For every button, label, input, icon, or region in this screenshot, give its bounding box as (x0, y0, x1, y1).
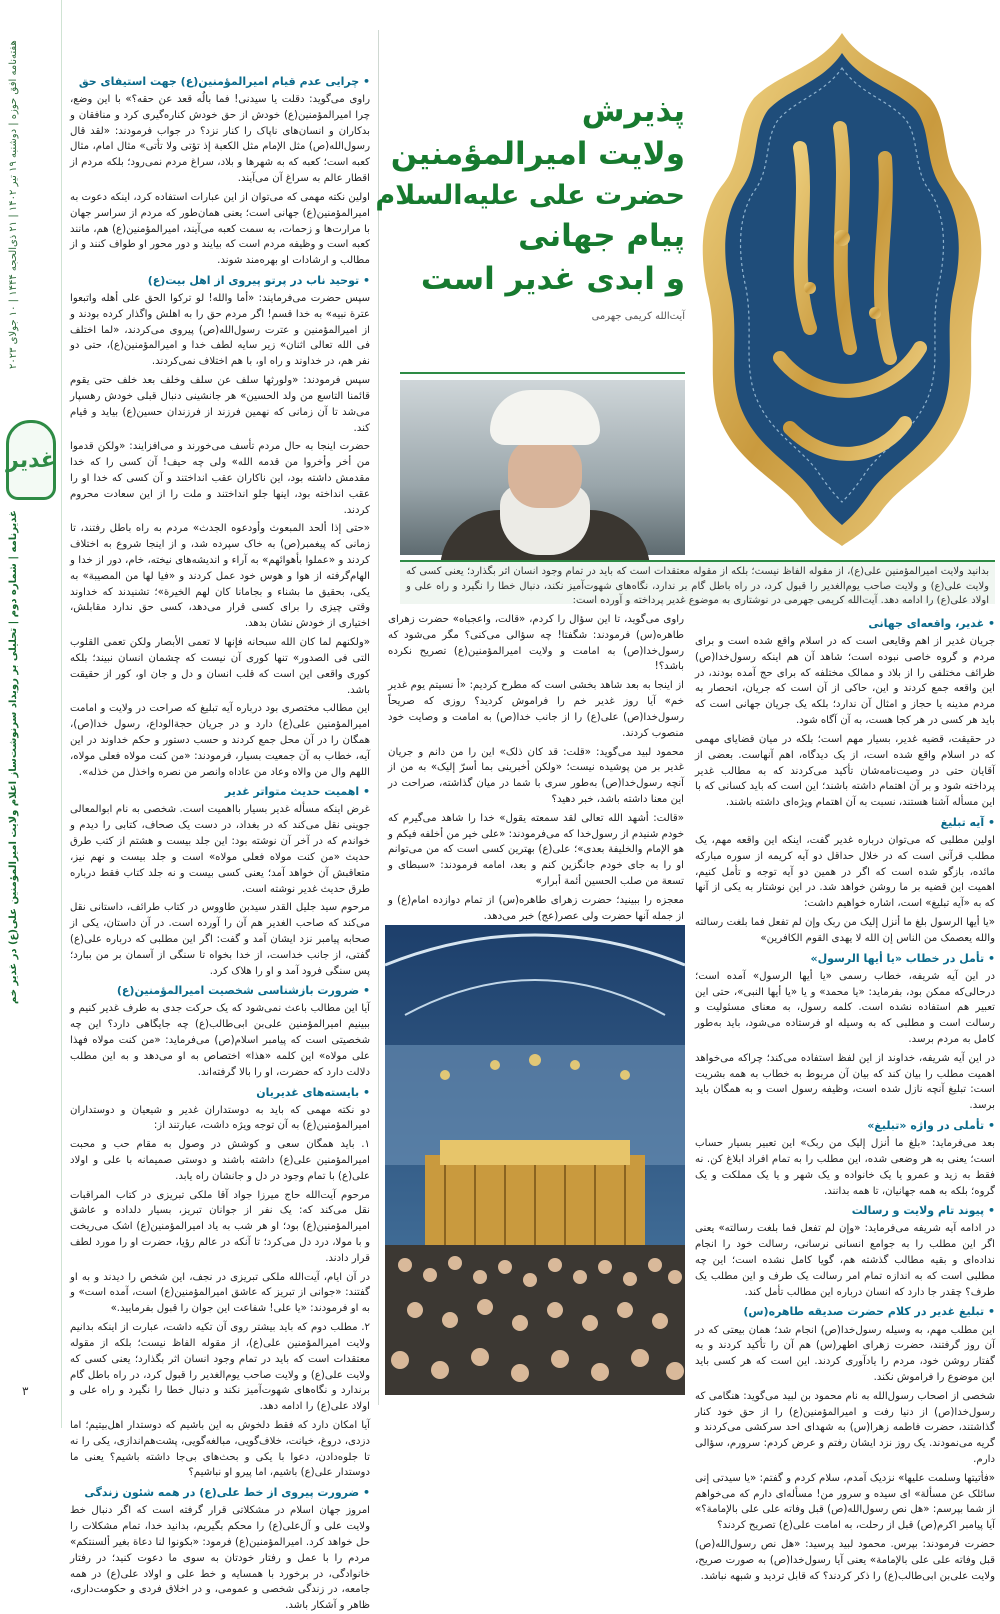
headline-line-3: حضرت علی علیه‌السلام (375, 179, 685, 211)
headline-line-2: ولایت امیرالمؤمنین (390, 136, 685, 173)
paragraph: غرض اینکه مسأله غدیر بسیار بااهمیت است. شخصی به نام ابوالمعالی جوینی نقل می‌کند که در بغداد، در دست یک صحاف، کتابی را دیدم و خواندم که در آخر آن نوشته بود: این جلد بیست و هشتم از کتب طرق حدیث «من کنت مولاه فعلی مولاه» است و جلد بیست و نهم نیز، متعاقبش آن خواهد آمد؛ یعنی کسی بیست و نه جلد کتاب فقط درباره طرق حدیث غدیر نوشته است. (70, 804, 370, 895)
paragraph: امروز جهان اسلام در مشکلاتی قرار گرفته است که اگر دنبال خط ولایت علی و آل‌علی(ع) را محکم بگیریم، بدانید خدا، تمام مشکلات را حل خواهد کرد. امیرالمؤمنین(ع) فرمود: «بکونوا لنا دعاة بغیر ألسنتکم» مردم را با عمل و رفتار خودتان به سوی ما دعوت کنید؛ در رفتار خانوادگی، در برخورد با همسایه و خط علی و اولاد علی(ع) در همه جامعه، در زندگی شخصی و عمومی، و در اخلاق فردی و حکومت‌داری، ظاهر و آشکار باشد. (70, 1505, 370, 1612)
subheading: • تأملی در واژه «تبلیغ» (695, 1117, 995, 1134)
side-strip (0, 0, 62, 1428)
paragraph: دو نکته مهمی که باید به دوستداران غدیر و شیعیان و دوستداران امیرالمؤمنین(ع) به آن توجه ویژه داشت، عبارتند از: (70, 1104, 370, 1132)
paragraph: اولین نکته مهمی که می‌توان از این عبارات استفاده کرد، اینکه دعوت به امیرالمؤمنین(ع) جهانی است؛ یعنی همان‌طور که مردم از سراسر جهان با مرارت‌ها و زحمات، به سمت کعبه می‌آیند، امیرالمؤمنین(ع) هم، مانند کعبه است و وظیفه مردم است که بیایند و دور محور او طواف کنند و از مطالب و ارشادات او بهره‌مند شوند. (70, 191, 370, 267)
paragraph: «قالت: أشهد الله تعالی لقد سمعته یقول» خدا را شاهد می‌گیرم که خودم شنیدم از رسول‌خدا که می‌فرمودند: «علی خیر من أخلفه فیکم و هو الإمام والخلیفة بعدی»؛ علی(ع) بهترین کسی است که من می‌توانم او را به جای خودم جانگزین کنم و بعد، امامه فرمودند: «سبطای و تسعة من صلب الحسین أئمة أبرار» (388, 812, 684, 887)
paragraph: ۱. باید همگان سعی و کوشش در وصول به مقام حب و محبت امیرالمؤمنین علی(ع) داشته باشند و دوستی صمیمانه با علی و اولاد علی(ع) با تمام وجود در دل و جانشان راه یابد. (70, 1139, 370, 1182)
ghadir-logo: غدیر (6, 420, 56, 500)
calligraphy-emblem-icon (690, 28, 995, 548)
subheading: • آیه تبلیغ (695, 814, 995, 831)
headline-line-1: پذیرش (581, 93, 685, 129)
paragraph: «فأتیتها وسلمت علیها» نزدیک آمدم، سلام کردم و گفتم: «یا سیدتی إنی سائلک عن مسألة» ای سیده و سرور من! مسأله‌ای دارم که می‌خواهم از شما بپرسم: «هل نص رسول‌الله(ص) قبل وفاته علی علی بالإمامة؟» آیا پیامبر اکرم(ص) قبل از رحلت، به امامت علی(ع) تصریح کردند؟ (695, 1472, 995, 1532)
paragraph: مرحوم آیت‌الله حاج میرزا جواد آقا ملکی تبریزی در کتاب المراقبات نقل می‌کند که: یک نفر از جوانان تبریز، بسیار دلداده و عاشق امیرالمؤمنین(ع) بود؛ او هر شب به یاد امیرالمؤمنین(ع) اشک می‌ریخت و با مولا، درد دل می‌کرد؛ تا آنکه در عالم رؤیا، حضرت او را مورد لطف قرار دادند. (70, 1189, 370, 1264)
paragraph: راوی می‌گوید: دقلت یا سیدنی! فما بالُه قعد عن حقه؟» با این وضع، چرا امیرالمؤمنین(ع) خودش از حق خودش کناره‌گیری کرد و منافقان و بدکاران و انسان‌های ناپاک را کنار نزد؟ در جواب فرمودند: «لقد قال رسول‌الله(ص) مثل الإمام مثل الکعبة إذ تؤتی ولا تأتی» مثال امام، مثال کعبه است؛ کعبه که به شهرها و بلاد، سراغ مردم نمی‌رود؛ بلکه مردم از اقطار عالم به سراغ آن می‌آیند. (70, 94, 370, 185)
subheading: • پیوند تام ولایت و رسالت (695, 1202, 995, 1219)
paragraph: در این آیه شریفه، خداوند از این لفظ استفاده می‌کند؛ چراکه می‌خواهد اهمیت مطلب را بیان کند که بیان آن مربوط به خطاب به همه بشریت است: تبلیغ آنچه نازل شده است، وظیفه رسول است و به همگان باید برسد. (695, 1052, 995, 1112)
center-column (388, 612, 684, 922)
paragraph: اولین مطلبی که می‌توان درباره غدیر گفت، اینکه این واقعه مهم، یک مطلب قرآنی است که در خلال حداقل دو آیه کریمه از سوره مبارکه مائده، بازگو شده است که اگر در همین دو آیه توجه و تأمل کنیم، اهمیت این قضیه بر ما روشن خواهد شد. در این نوشتار به یکی از آنها که به «آیه تبلیغ» است، اشاره خواهیم داشت: (695, 835, 995, 910)
subheading: • تبلیغ غدیر در کلام حضرت صدیقه طاهره(س) (695, 1303, 995, 1320)
paragraph: در حقیقت، قضیه غدیر، بسیار مهم است؛ بلکه در میان قضایای مهمی که در اسلام واقع شده است، از یک دیدگاه، اهم آنهاست. بعضی از آقایان حتی در وصیت‌نامه‌شان تأکید می‌کردند که به مطالب غدیر پرداخته شود و بر آن اهتمام داشته باشند؛ این است که باید کسانی که با این مسأله آشنا هستند، نسبت به آن اهتمام ویژه‌ای داشته باشند. (695, 733, 995, 809)
paragraph: مرحوم سید جلیل القدر سیدبن طاووس در کتاب طرائف، داستانی نقل می‌کند که صاحب الغدیر هم آن را آورده است. در آن داستان، یکی از صحابه پیامبر نزد ایشان آمد و گفت: اگر این مطلبی که درباره علی(ع) گفتی، از جانب خداست، از خدا بخواه تا سنگی از آسمان بر من ببارد؛ پس سنگی فرود آمد و او را هلاک کرد. (70, 902, 370, 977)
paragraph: در این آیه شریفه، خطاب رسمی «یا أیها الرسول» آمده است؛ درحالی‌که ممکن بود، بفرماید: «یا محمد» و یا «یا أیها النبی»، حتی این تعبیر هم استفاده نشده است. کلمه رسول، به معنای مسئولیت و رسالت است و مطلبی که به وسیله او فرستاده می‌شود، باید به‌طور کامل به مردم برسد. (695, 970, 995, 1046)
headline-block (375, 90, 685, 390)
paragraph: آیا امکان دارد که فقط دلخوش به این باشیم که دوستدار اهل‌بیتیم؛ اما دزدی، دروغ، خیانت، خلاف‌گویی، مبالغه‌گویی، پشت‌هم‌اندازی، یکی را نه تا جلوه‌دادن، دعوا با یکی و بحث‌های بی‌جا داشته باشیم؟ یعنی ما دوستدار علی(ع) باشیم، اما پیرو او نباشیم؟ (70, 1419, 370, 1479)
shrine-photo (385, 925, 685, 1395)
paragraph: آیا این مطالب باعث نمی‌شود که یک حرکت جدی به طرف غدیر کنیم و ببینیم امیرالمؤمنین علی‌بن ابی‌طالب(ع) چه جایگاهی دارد؟ این چه شخصیتی است که پیامبر اسلام(ص) می‌فرماید: «من کنت مولاه فهذا علی مولاه» این کلمه «هذا» اختصاص به او می‌دهد و به این مطلب دلالت دارد که حضرت، او را بالا گرفته‌اند. (70, 1003, 370, 1078)
paragraph: در ادامه آیه شریفه می‌فرماید: «وإن لم تفعل فما بلغت رسالته» یعنی اگر این مطلب را به جوامع انسانی نرسانی، رسالت خود را انجام نداده‌ای و بقیه مطالب گذشته هم، گویا کامل نشده است؛ این چه مطلبی است که به اندازه تمام امر رسالت یک طرف و این مطلب یک طرف؟ چقدر جا دارد که انسان درباره این مطالب تأمل کند. (695, 1223, 995, 1298)
subheading: • توحید ناب در پرتو پیروی از اهل بیت(ع) (70, 272, 370, 289)
subheading: • چرایی عدم قیام امیرالمؤمنین(ع) جهت استیفای حق (70, 73, 370, 90)
paragraph: این مطلب مهم، به وسیله رسول‌خدا(ص) انجام شد؛ همان بیعتی که در آن روز گرفتند، حضرت زهرای اطهر(س) هم آن را تأکید کردند و به گفتار روشن خود، مردم را یادآوری کردند. این است که هر کسی باید این موضوع را فراموش نکند. (695, 1324, 995, 1383)
paragraph: «یا أیها الرسول بلغ ما أنزل إلیک من ربک وإن لم تفعل فما بلغت رسالته والله یعصمک من الناس إن الله لا یهدی القوم الکافرین» (695, 917, 995, 944)
paragraph: راوی می‌گوید، تا این سؤال را کردم، «قالت، واعجباه» حضرت زهرای طاهره(س) فرمودند: شگفتا! چه سؤالی می‌کنی؟ مگر می‌شود که رسول‌خدا(ص) به امامت و ولایت امیرالمؤمنین(ع) تصریح نکرده باشد؟! (388, 614, 684, 673)
paragraph: جریان غدیر از اهم وقایعی است که در اسلام واقع شده است و برای مردم و گروه خاصی نبوده است؛ شاهد آن هم اینکه رسول‌خدا(ص) ظرائف مختلفی را از بلاد و ممالک مختلفه که برای حج آمده بودند، در این واقعه جمع کردند و این، حاکی از آن است که جریان، انحصار به مردم مدینه یا حجاز و امثال آن ندارد؛ بلکه یک جریان جهانی است که باید هر کسی در هر کجا هست، به آن آگاه شود. (695, 636, 995, 727)
subheading: • ضرورت بازشناسی شخصیت امیرالمؤمنین(ع) (70, 982, 370, 999)
issue-info: هفته‌نامه افق حوزه | دوشنبه ۱۹ تیر ۱۴۰۲ | ۲۱ ذی‌الحجه ۱۴۴۴ | ۱۰ جولای ۲۰۲۳ (8, 40, 19, 369)
paragraph: معجزه را ببینید؛ حضرت زهرای طاهره(س) از تمام دوازده امام(ع) و از جمله آنها حضرت ولی عصر(عج) خبر می‌دهد. (388, 894, 684, 922)
paragraph: حضرت فرمودند: بپرس. محمود لبید پرسید: «هل نص رسول‌الله(ص) قبل وفاته علی علی بالإمامة» یعنی آیا رسول‌خدا(ص) به صورت صریح، ولایت علی‌بن ابی‌طالب(ع) را ذکر کردند؟ که قابل تردید و شبهه نباشد. (695, 1539, 995, 1582)
section-title: غدیرنامه | شماره دوم | تحلیلی بر رویداد سرنوشت‌ساز اعلام ولایت امیرالمؤمنین علی(ع) در غدیر خم (8, 510, 19, 1004)
lead-caption: بدانید ولایت امیرالمؤمنین علی(ع)، از مقوله الفاظ نیست؛ بلکه از مقوله معتقدات است که باید در تمام وجود انسان اثر بگذارد؛ یعنی کسی که ولایت علی(ع) و ولایت صاحب یوم‌الغدیر را قبول کرد، در راه باطل گام بر ندارد، نگاه‌های شهوت‌آمیز نکند، دنبال خطا را نگیرد و راه علی و اولاد علی(ع) را ادامه دهد. آیت‌الله کریمی جهرمی در نوشتاری به موضوع غدیر پرداخته و آورده است: (400, 560, 995, 604)
paragraph: حضرت اینجا به حال مردم تأسف می‌خورند و می‌افزایند: «ولکن قدموا من أخر وأخروا من قدمه الله» ولی چه حیف! آن کسی را که خدا مقدمش داشته بود، این ناکاران عقب انداختند و آن کسی که خدا او را عقب انداخته بود، اینها جلو انداختند و ملت را از این سعادت محروم کردند. (70, 441, 370, 516)
paragraph: شخصی از اصحاب رسول‌الله به نام محمود بن لبید می‌گوید: هنگامی که رسول‌خدا(ص) از دنیا رفت و امیرالمؤمنین(ع) را از حق خود کنار گذاشتند، حضرت فاطمه زهرا(س) به شهدای احد سرکشی می‌کردند و گریه می‌نمودند. یک روز نزد ایشان رفتم و عرض کردم: سرورم، سؤالی دارم. (695, 1390, 995, 1466)
left-column (70, 70, 370, 1612)
page-number: ۳ (22, 1384, 29, 1398)
column-divider (378, 30, 379, 1405)
cleric-portrait (400, 380, 685, 555)
paragraph: ۲. مطلب دوم که باید بیشتر روی آن تکیه داشت، عبارت از اینکه بدانیم ولایت امیرالمؤمنین علی(ع)، از مقوله الفاظ نیست؛ بلکه از مقوله معتقدات است که باید در تمام وجود انسان اثر بگذارد؛ یعنی کسی که ولایت علی(ع) و ولایت صاحب یوم‌الغدیر را قبول کرد، در راه باطل گام برندارد و نگاه‌های شهوت‌آمیز نکند و دنبال خطا را نگیرد و راه علی و اولاد علی(ع) را ادامه دهد. (70, 1322, 370, 1413)
headline-line-5: و ابدی غدیر است (420, 260, 685, 297)
subheading: • اهمیت حدیث متواتر غدیر (70, 783, 370, 800)
right-column (695, 612, 995, 1582)
paragraph: از اینجا به بعد شاهد بخشی است که مطرح کردیم: «أ نسیتم یوم غدیر خم» آیا روز غدیر خم را فراموش کردید؟ روزی که صریحاً رسول‌خدا(ص) علی(ع) را از جانب خدا(ص) به امامت و وصایت خود منصوب کردند. (388, 680, 684, 739)
paragraph: محمود لبید می‌گوید: «قلت: قد کان ذلک» این را من دانم و جریان غدیر بر من پوشیده نیست؛ «ولکن أخبرینی بما أسرّ إلیک» به من از آنچه رسول‌خدا(ص) به‌طور سری با شما در میان گذاشته، صراحت در این معنا داشته باشد، خبر دهید؟ (388, 746, 684, 805)
subheading: • غدیر، واقعه‌ای جهانی (695, 615, 995, 632)
subheading: • بایسته‌های غدیریان (70, 1084, 370, 1101)
headline-line-4: پیام جهانی (518, 217, 685, 254)
paragraph: سپس فرمودند: «ولورثها سلف عن سلف وخلف بعد خلف حتی یقوم قائمنا التاسع من ولد الحسین» هر جانشینی دنبال قبلی خودش رهسپار می‌شد تا آن زمانی که نهمین فرزند از فرزندان حسین(ع) بیاید و قیام کند. (70, 375, 370, 434)
paragraph: بعد می‌فرماید: «بلغ ما أنزل إلیک من ربک» این تعبیر بسیار حساب است؛ یعنی به هر وضعی شده، این مطلب را به تمام افراد ابلاغ کن. نه فقط به زید و عمرو یا یک خانواده و یک شهر و یا یک مملکت و یک گروه؛ بلکه به همه جهانیان، تا همه بدانند. (695, 1138, 995, 1197)
paragraph: «حتی إذا ألحد المبعوث وأودعوه الجدث» مردم به راه باطل رفتند، تا زمانی که پیغمبر(ص) به خاک سپرده شد، و از اینجا شروع به اختلاف کردند و «عملوا بأهوائهم» به آراء و اندیشه‌های نیخته، خام، دور از خدا و الهام‌گرفته از هوا و هوس خود عمل کردند و «فیا لها من المصیبة» به یکی، بحقیق ما بشناء و بجامانا کان لهم الخیرة»؛ تشنیدند که خداوند وقتی چیزی را برای کسی قرار می‌دهد، کسی حق ندارد مقابلش، اختیاری از خودش نشان بدهد. (70, 523, 370, 630)
paragraph: در آن ایام، آیت‌الله ملکی تبریزی در نجف، این شخص را دیدند و به او گفتند: «جوانی از تبریز که عاشق امیرالمؤمنین(ع) است، آمده است» و به او فرمودند: «یا علی! شفاعت این جوان را قبول بفرمایید.» (70, 1271, 370, 1315)
paragraph: سپس حضرت می‌فرمایند: «أما والله! لو ترکوا الحق علی أهله واتبعوا عترة نبیه» به خدا قسم! اگر مردم حق را به اهلش واگذار کرده بودند و از امیرالمؤمنین و عترت رسول‌الله(ص) پیروی می‌کردند، «لما اختلف فی الله تعالی اثنان» زیر سایه لطف خدا و امیرالمؤمنین(ع)، حتی دو نفر هم، در خداوند و راه او، با هم اختلاف نمی‌کردند. (70, 293, 370, 368)
subheading: • تأمل در خطاب «یا أیها الرسول» (695, 950, 995, 967)
paragraph: «ولکنهم لما کان الله سبحانه فإنها لا تعمی الأبصار ولکن تعمی القلوب التی فی الصدور» تنها کوری آن نیست که چشمان انسان نبیند؛ بلکه کوری واقعی این است که قلب انسان و دل و جان او، کور از حقیقت باشد. (70, 637, 370, 696)
author-name: آیت‌الله کریمی جهرمی (591, 311, 685, 323)
headline-divider (400, 372, 685, 374)
subheading: • ضرورت پیروی از خط علی(ع) در همه شئون زندگی (70, 1484, 370, 1501)
paragraph: این مطالب مختصری بود درباره آیه تبلیغ که صراحت در ولایت و امامت امیرالمؤمنین علی(ع) دارد و در جریان حجة‌الوداع، رسول خدا(ص)، همگان را در آن محل جمع کردند و حسب دستور و حکم خداوند در این آیه، خطاب به آن جمعیت بسیار، فرمودند: «من کنت مولاه فعلی مولاه، اللهم وال من والاه وعاد من عاداه وانصر من نصره واخذل من خذله». (70, 703, 370, 778)
